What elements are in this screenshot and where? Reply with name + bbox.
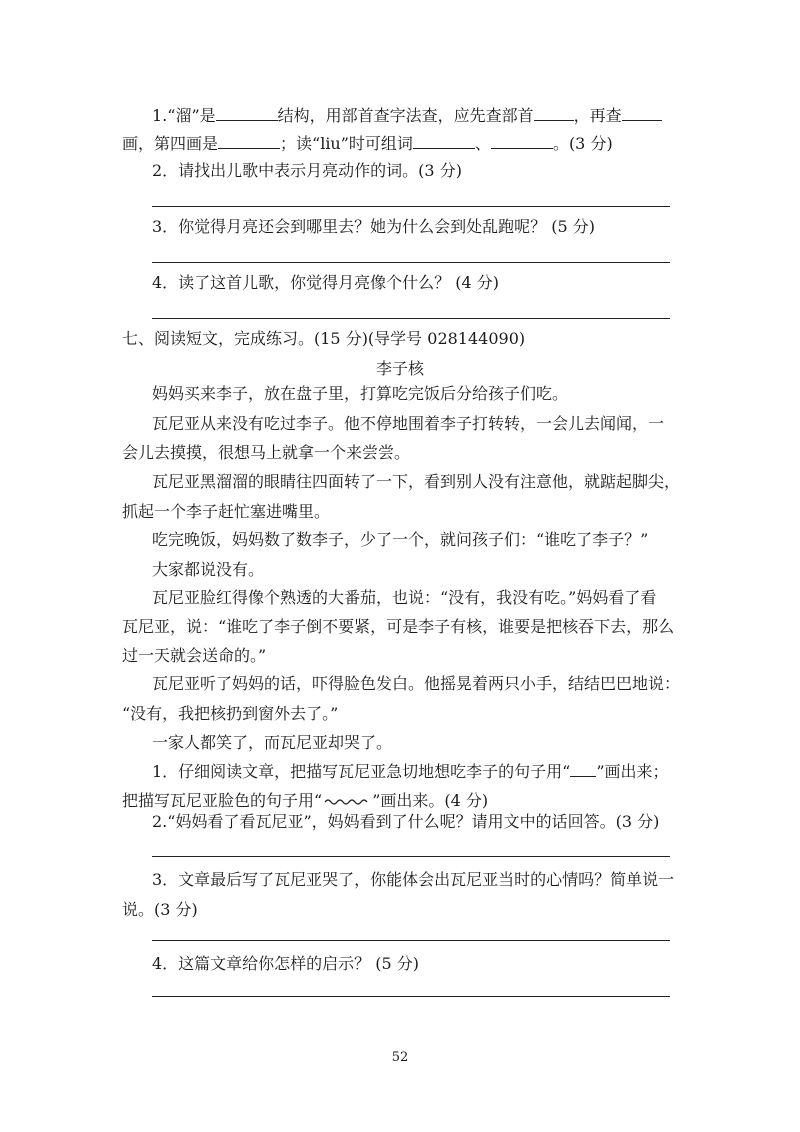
q1-text-f: 、: [474, 134, 491, 153]
q1-blank-word1[interactable]: [413, 132, 475, 149]
q4-answer-line[interactable]: [152, 318, 670, 319]
story-title: 李子核: [375, 359, 424, 378]
story-line: 妈妈买来李子，放在盘子里，打算吃完饭后分给孩子们吃。: [152, 384, 569, 403]
story-line: 大家都说没有。: [152, 560, 265, 579]
ex2-answer-line[interactable]: [152, 856, 670, 857]
q2-text: 2．请找出儿歌中表示月亮动作的词。(3 分): [152, 161, 462, 180]
q1-text-c: ，再查: [573, 106, 622, 125]
q3-text: 3．你觉得月亮还会到哪里去？她为什么会到处乱跑呢？ (5 分): [152, 217, 596, 236]
story-line: 一家人都笑了，而瓦尼亚却哭了。: [152, 733, 393, 752]
q1-text-b: 结构，用部首查字法查，应先查部首: [277, 106, 534, 125]
ex1-line2: [122, 790, 488, 812]
story-line: 会儿去摸摸，很想马上就拿一个来尝尝。: [122, 443, 411, 462]
ex4-text: 4．这篇文章给你怎样的启示？ (5 分): [152, 954, 420, 973]
wavy-underline-icon: [324, 797, 370, 807]
q1-text-g: 。(3 分): [552, 134, 613, 153]
q1-line1: [152, 104, 662, 127]
q4-text: 4．读了这首儿歌，你觉得月亮像个什么？ (4 分): [152, 273, 500, 292]
ex1-text-b: ”画出来；: [596, 762, 669, 781]
ex2-text: 2.“妈妈看了看瓦尼亚”，妈妈看到了什么呢？请用文中的话回答。(3 分): [152, 812, 660, 831]
q2-answer-line[interactable]: [152, 206, 670, 207]
ex4-answer-line[interactable]: [152, 996, 670, 997]
story-line: 瓦尼亚从来没有吃过李子。他不停地围着李子打转转，一会儿去闻闻，一: [152, 414, 665, 433]
story-line: 瓦尼亚，说：“谁吃了李子倒不要紧，可是李子有核，谁要是把核吞下去，那么: [122, 617, 675, 636]
q1-blank-structure[interactable]: [216, 104, 278, 121]
ex1-line1: [152, 761, 669, 783]
straight-underline-mark: [570, 764, 596, 777]
q1-text-a: 1.“溜”是: [152, 106, 216, 125]
story-line: 吃完晚饭，妈妈数了数李子，少了一个，就问孩子们：“谁吃了李子？”: [152, 530, 649, 549]
ex3-line1: 3．文章最后写了瓦尼亚哭了，你能体会出瓦尼亚当时的心情吗？简单说一: [152, 870, 675, 889]
ex1-text-d: ”画出来。(4 分): [372, 791, 489, 810]
q1-blank-radical[interactable]: [534, 104, 574, 121]
page-number: 52: [391, 1050, 409, 1065]
ex1-text-a: 1．仔细阅读文章，把描写瓦尼亚急切地想吃李子的句子用“: [152, 762, 571, 781]
story-line: 瓦尼亚脸红得像个熟透的大番茄，也说：“没有，我没有吃。”妈妈看了看: [152, 588, 657, 607]
q1-text-e: ；读“liu”时可组词: [280, 134, 413, 153]
ex3-line2: 说。(3 分): [122, 900, 198, 919]
q3-answer-line[interactable]: [152, 262, 670, 263]
ex3-answer-line[interactable]: [152, 940, 670, 941]
q1-line2: [122, 132, 613, 155]
story-line: 过一天就会送命的。”: [122, 646, 267, 665]
ex1-text-c: 把描写瓦尼亚脸色的句子用“: [122, 791, 323, 810]
story-line: 瓦尼亚听了妈妈的话，吓得脸色发白。他摇晃着两只小手，结结巴巴地说：: [152, 674, 681, 693]
story-line: 瓦尼亚黑溜溜的眼睛往四面转了一下，看到别人没有注意他，就踮起脚尖，: [152, 472, 681, 491]
q1-text-d: 画，第四画是: [122, 134, 219, 153]
q1-blank-fourth-stroke[interactable]: [218, 132, 280, 149]
section-7-heading: 七、阅读短文，完成练习。(15 分)(导学号 028144090): [122, 329, 526, 348]
q1-blank-strokes[interactable]: [622, 104, 662, 121]
q1-blank-word2[interactable]: [491, 132, 553, 149]
story-line: “没有，我把核扔到窗外去了。”: [122, 704, 339, 723]
story-line: 抓起一个李子赶忙塞进嘴里。: [122, 502, 331, 521]
